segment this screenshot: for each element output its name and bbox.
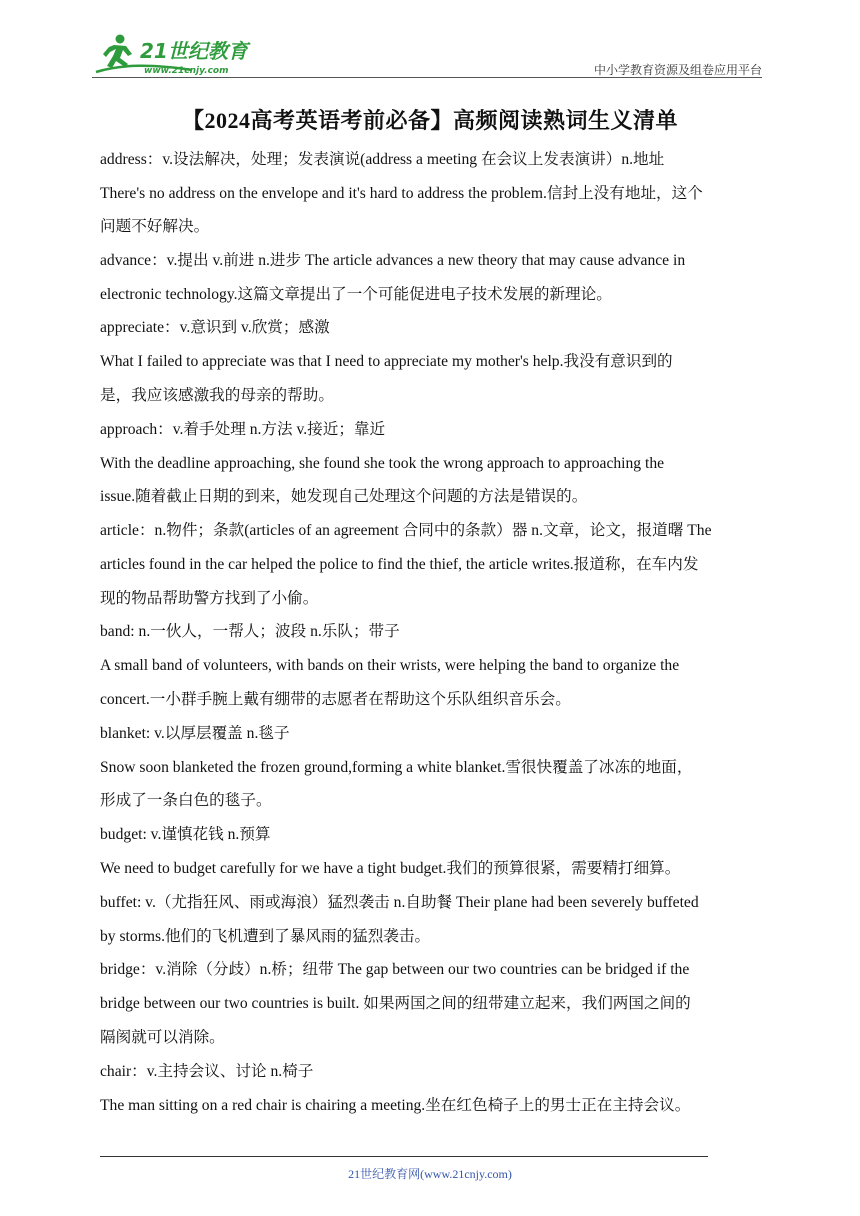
- text-line: address：v.设法解决，处理；发表演说(address a meeting 在会议上发表演讲）n.地址: [100, 151, 665, 168]
- text-line: chair：v.主持会议、讨论 n.椅子: [100, 1063, 314, 1080]
- text-line: approach：v.着手处理 n.方法 v.接近；靠近: [100, 421, 386, 438]
- logo-main-text: 21世纪教育: [140, 39, 248, 63]
- text-line: What I failed to appreciate was that I need to appreciate my mother's help.我没有意识到的: [100, 353, 673, 370]
- text-line: advance：v.提出 v.前进 n.进步 The article advances a new theory that may cause advance in: [100, 252, 686, 269]
- text-line: 现的物品帮助警方找到了小偷。: [100, 590, 319, 607]
- text-line: band: n.一伙人，一帮人；波段 n.乐队；带子: [100, 623, 400, 640]
- text-line: Snow soon blanketed the frozen ground,forming a white blanket.雪很快覆盖了冰冻的地面，: [100, 759, 693, 776]
- text-line: by storms.他们的飞机遭到了暴风雨的猛烈袭击。: [100, 928, 431, 945]
- text-line: issue.随着截止日期的到来，她发现自己处理这个问题的方法是错误的。: [100, 488, 588, 505]
- text-line: appreciate：v.意识到 v.欣赏；感激: [100, 319, 330, 336]
- text-line: With the deadline approaching, she found she took the wrong approach to approaching the: [100, 455, 665, 472]
- logo-21cnjy: [92, 30, 262, 78]
- header-divider: [92, 77, 762, 78]
- text-line: 隔阂就可以消除。: [100, 1029, 225, 1046]
- text-line: 形成了一条白色的毯子。: [100, 792, 272, 809]
- text-line: We need to budget carefully for we have a tight budget.我们的预算很紧，需要精打细算。: [100, 860, 681, 877]
- text-line: bridge between our two countries is built. 如果两国之间的纽带建立起来，我们两国之间的: [100, 995, 691, 1012]
- platform-name: 中小学教育资源及组卷应用平台: [593, 63, 762, 77]
- text-line: 是，我应该感激我的母亲的帮助。: [100, 387, 334, 404]
- page-title: 【2024高考英语考前必备】高频阅读熟词生义清单: [181, 108, 678, 133]
- text-line: buffet: v.（尤指狂风、雨或海浪）猛烈袭击 n.自助餐 Their plane had been severely buffeted: [100, 894, 699, 911]
- text-line: concert.一小群手腕上戴有绷带的志愿者在帮助这个乐队组织音乐会。: [100, 691, 571, 708]
- text-line: electronic technology.这篇文章提出了一个可能促进电子技术发展的新理论。: [100, 286, 612, 303]
- text-line: There's no address on the envelope and it's hard to address the problem.信封上没有地址，这个: [100, 185, 703, 202]
- logo-sub-text: www.21cnjy.com: [144, 66, 229, 76]
- text-line: 问题不好解决。: [100, 218, 210, 235]
- text-line: budget: v.谨慎花钱 n.预算: [100, 826, 271, 843]
- page-header: [92, 30, 762, 82]
- text-line: blanket: v.以厚层覆盖 n.毯子: [100, 725, 290, 742]
- footer-link[interactable]: 21世纪教育网(www.21cnjy.com): [348, 1167, 512, 1181]
- text-line: The man sitting on a red chair is chairing a meeting.坐在红色椅子上的男士正在主持会议。: [100, 1097, 691, 1114]
- text-line: bridge：v.消除（分歧）n.桥；纽带 The gap between our two countries can be bridged if the: [100, 961, 690, 978]
- text-line: A small band of volunteers, with bands on their wrists, were helping the band to organize the: [100, 657, 680, 674]
- text-line: articles found in the car helped the police to find the thief, the article writes.报道称，在车内发: [100, 556, 699, 573]
- footer-divider: [100, 1156, 708, 1157]
- text-line: article：n.物件；条款(articles of an agreement 合同中的条款）器 n.文章，论文，报道曙 The: [100, 522, 712, 539]
